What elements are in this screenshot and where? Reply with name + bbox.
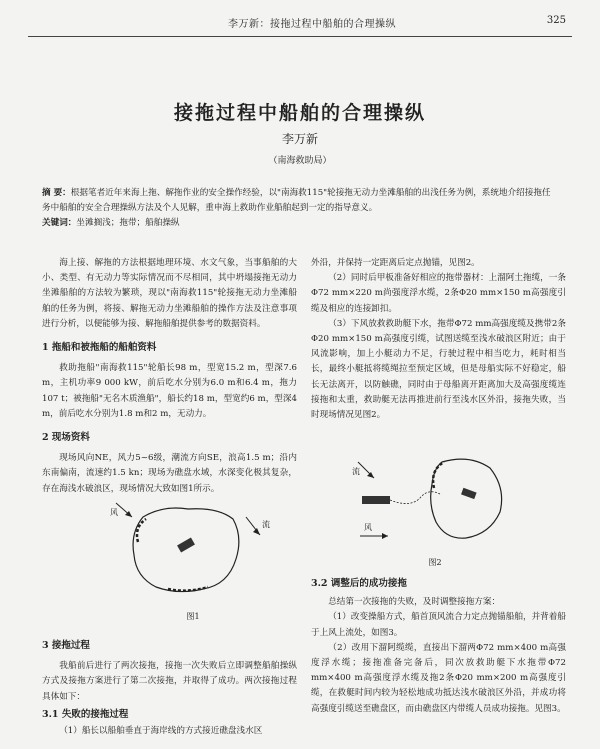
section-1-heading: 1 拖船和被拖船的船舶资料 [42, 342, 157, 354]
right-para-2: （2）同时后甲板准备好相应的拖带器材：上溜阿土拖缆，一条Φ72 mm×220 m尚强度浮水缆，2条Φ20 mm×150 m高强度引缆及相应的连接卸扣。 [311, 273, 566, 314]
section-3-1-text: （1）船长以船舶垂直于海岸线的方式接近礁盘浅水区 [59, 726, 263, 737]
left-column [42, 256, 297, 497]
tug-vessel [362, 496, 390, 504]
keywords-label: 关键词： [42, 218, 77, 228]
grounded-vessel [177, 538, 195, 553]
right-para-3: （3）下风放救救助艇下水，拖带Φ72 mm高强度缆及携带2条Φ20 mm×150 m高强度引缆，试图送缆至浅水破浪区附近；由于风流影响，加上小艇动力不足，行驶过程中相当吃力，耗时相当长，最终小艇抵将缆绳拉至预定区域，但是母船实际不好稳定，船长无法离开，以防触礁，同时由于母船离开距离加大及高强度缆连接拖和太重，救助艇无法再推进前行至浅水区外沿，接拖失败，当时现场情况见图2。 [311, 318, 566, 421]
article-author: 李万新 [281, 132, 318, 146]
surf-zone [137, 519, 146, 542]
running-title: 李万新：接拖过程中船舶的合理操纵 [228, 19, 396, 30]
section-3-text: 我船前后进行了两次接拖，接拖一次失败后立即调整船舶操纵方式及接拖方案进行了第二次接拖，并取得了成功。两次接拖过程具体如下： [42, 661, 297, 702]
keywords [42, 216, 557, 231]
abstract-label: 摘 要： [42, 188, 71, 198]
keywords-text: 坐滩搁浅；拖带；船舶操纵 [76, 218, 180, 228]
figure-1-wind-label: 风 [110, 508, 118, 517]
current-arrowhead [253, 528, 260, 535]
figure-2-current-label: 流 [352, 467, 360, 476]
figure-1-caption: 图1 [186, 612, 200, 621]
right-column [311, 256, 566, 423]
reef-outline [431, 459, 502, 538]
section-1-text: 救助拖船"南海救115"轮船长98 m，型宽15.2 m，型深7.6 m，主机功率9 000 kW，前后吃水分别为6.0 m和6.4 m，拖力107 t；被拖船"无名木质渔船"，船长约18 m，型宽约6 m，型深4 m，前后吃水分别为1.8 m和2 m，无动力。 [42, 363, 297, 419]
abstract [42, 186, 557, 216]
section-3-1-heading: 3.1 失败的接拖过程 [42, 708, 129, 720]
figure-1 [108, 497, 278, 605]
right-para-1: 外沿，并保持一定距离后定点抛锚，见图2。 [311, 258, 480, 268]
section-2-heading: 2 现场资料 [42, 432, 90, 444]
article-title: 接拖过程中船舶的合理操纵 [173, 102, 426, 124]
tow-line [390, 492, 440, 504]
left-column-lower [42, 630, 297, 739]
running-header [28, 6, 572, 37]
figure-1-current-label: 流 [262, 520, 270, 529]
section-3-2-item-1: （1）改变操船方式，船首顶风流合力定点抛锚船舶，并背着船于上风上流处，如图3。 [311, 612, 566, 638]
section-3-2-intro: 总结第一次接拖的失败，及时调整接拖方案： [328, 597, 501, 608]
intro-paragraph: 海上接、解拖的方法根据地理环境、水文气象，当事船舶的大小、类型、有无动力等实际情况而不尽相同，其中坍塌接拖无动力坐滩船舶的方法较为繁琐，现以"南海救115"轮接拖无动力坐滩船舶的任务为例，将接、解拖无动力坐滩船舶的操作方法及注意事项进行分析，以便能够为接、解拖船舶提供参考的数据资料。 [42, 258, 297, 329]
abstract-block [42, 186, 557, 231]
figure-2 [350, 448, 520, 556]
article-affiliation: （南海救助局） [268, 156, 332, 166]
section-3-2-item-2: （2）改用下溜阿缆缆，直接出下溜两Φ72 mm×400 m高强度浮水缆；接拖准备完备后，同次放救助艇下水拖带Φ72 mm×400 m高强度浮水缆及拖2条Φ20 mm×200 m高强度引缆，在救艇时间内较为轻松地成功抵达浅水破浪区外沿，并成功将高强度引缆送至礁盘区，而由礁盘区内带缆人员成功接拖。见图3。 [311, 642, 566, 714]
section-3-heading: 3 接拖过程 [42, 640, 90, 651]
grounded-vessel [461, 488, 477, 499]
section-3-2-heading: 3.2 调整后的成功接拖 [311, 578, 407, 589]
figure-2-wind-label: 风 [364, 523, 372, 532]
figure-2-caption: 图2 [428, 558, 442, 567]
section-2-text: 现场风向NE，风力5~6级，潮流方向SE，浪高1.5 m；沿内东南偏南，流速约1.5 kn；现场为礁盘水域，水深变化极其复杂，存在海浅水破浪区，现场情况大致如图1所示。 [42, 453, 297, 494]
abstract-text: 根据笔者近年来海上拖、解拖作业的安全操作经验，以"南海救115"轮接拖无动力坐滩船舶的出浅任务为例，系统地介绍接拖任务中船舶的安全合理操纵方法及个人见解，重申海上救助作业船舶起到一定的指导意义。 [42, 188, 551, 213]
wind-arrowhead [382, 533, 388, 539]
reef-outline [133, 508, 239, 592]
current-arrowhead [367, 472, 374, 478]
right-column-lower [311, 570, 566, 717]
page-number: 325 [546, 15, 566, 26]
